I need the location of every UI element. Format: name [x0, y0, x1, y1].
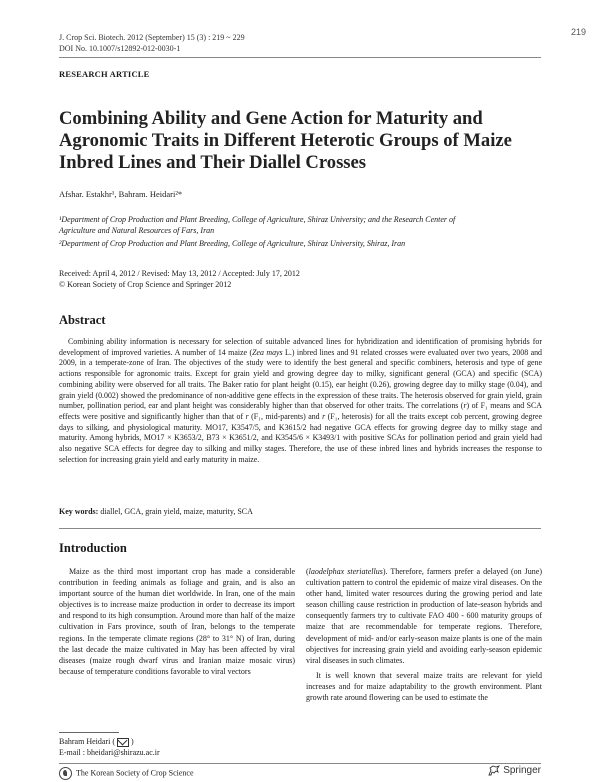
society-logo-icon: [59, 767, 72, 780]
vector-species: laodelphax steriatellus: [308, 567, 383, 576]
abstract-body: [59, 337, 542, 465]
abstract-r-symbol: r: [245, 411, 249, 421]
received-dates: Received: April 4, 2012 / Revised: May 13, 2012 / Accepted: July 17, 2012: [59, 269, 300, 278]
page-number: 219: [570, 27, 586, 37]
introduction-left-column: Maize as the third most important crop has made a considerable contribution in feeding animals as foliage and grain, and is also an important source of the human diet worldwide. In Iran, one of the main objectives is to increase maize production in order to decrease its import and respond to its high consumption. Around more than half of the maize cultivation in Fars province, south of Iran, belongs to the temperate regions. In the temperate climate regions (28° to 31° N) of Iran, during the last decade the maize cultivated in May has been affected by viral diseases (maize rough dwarf virus and Iranian maize mosaic virus) because of temperature conditions favorable to viral vectors: [59, 567, 295, 676]
abstract-text-c: ) of F₁ means and SCA effects were positive and significantly higher than that of: [59, 401, 542, 421]
abstract-heading: Abstract: [59, 313, 106, 327]
affiliation-1-line-1: ¹Department of Crop Production and Plant Breeding, College of Agriculture, Shiraz University; and the Research Center of: [59, 215, 456, 224]
society-name: The Korean Society of Crop Science: [76, 768, 194, 778]
corresponding-author: Bahram Heidari ( ) E-mail : bheidari@shirazu.ac.ir: [59, 737, 160, 757]
abstract-text-d: (F₁, mid-parents) and: [248, 411, 323, 421]
intro-paragraph-2: It is well known that several maize traits are relevant for yield increases and for maize adaptability to the growth environment. Plant growth rate around flowering can be used to estimate the: [306, 670, 542, 703]
springer-horse-icon: [488, 765, 500, 776]
section-divider: [59, 528, 541, 529]
intro-text: ). Therefore, farmers prefer a delayed (on June) cultivation pattern to control the epidemic of maize viral diseases. On the other hand, limited water resources during the growing period and late season chilling cause restriction in production of late-season hybrids and consequently farmers try to cultivate FAO 400 - 600 maturity groups of maize that are recommendable for temperate regions. Therefore, development of mid- and/or early-season maize plants is one of the main objectives for increasing grain yield and avoiding early-season epidemic viral diseases in such climates.: [306, 567, 542, 665]
journal-line: J. Crop Sci. Biotech. 2012 (September) 15 (3) : 219 ~ 229: [59, 33, 245, 42]
keywords: [59, 507, 253, 516]
publisher-name: Springer: [503, 765, 541, 777]
journal-citation: [59, 32, 245, 54]
affiliation-1-line-2: Agriculture and Natural Resources of Fars, Iran: [59, 225, 215, 235]
abstract-species: Zea mays: [252, 347, 283, 357]
paper-title: [59, 108, 549, 174]
introduction-right-column: [306, 566, 542, 703]
abstract-text-e: (F₁, heterosis) for all the traits except cob percent, growing degree days to silking, and physiological maturity. MO17, K3547/5, and K3615/2 had negative GCA effects for growing degree day to milky stage and maturity. Among hybrids, MO17 × K3653/2, B73 × K3651/2, and K3545/6 × K3493/1 with positive SCAs for pollination period and grain yield had also negative SCA effects for degree day to silking and milky stages. Therefore, the use of these inbred lines and hybrids increases the response to selection for increasing grain yield and early maturity in maize.: [59, 411, 542, 464]
affiliation-2: ²Department of Crop Production and Plant Breeding, College of Agriculture, Shiraz University, Shiraz, Iran: [59, 239, 406, 248]
copyright-line: © Korean Society of Crop Science and Springer 2012: [59, 280, 232, 289]
society-footer: [59, 767, 194, 780]
intro-paragraph-1: [306, 566, 542, 666]
footer-divider: [59, 763, 541, 764]
article-type: RESEARCH ARTICLE: [59, 69, 150, 79]
abstract-text-a: Combining ability information is necessary for selection of suitable advanced lines for hybridization and identification of promising hybrids for development of improved varieties. A number of 14 maize (: [59, 337, 542, 357]
keywords-list: diallel, GCA, grain yield, maize, maturity, SCA: [98, 507, 253, 516]
intro-text: (: [306, 567, 309, 576]
envelope-icon: [117, 738, 129, 747]
doi-line: DOI No. 10.1007/s12892-012-0030-1: [59, 44, 181, 53]
title-line-2: Agronomic Traits in Different Heterotic Groups of Maize: [59, 130, 512, 151]
corresponding-author-name: Bahram Heidari: [59, 737, 111, 746]
title-line-1: Combining Ability and Gene Action for Maturity and: [59, 108, 483, 129]
corresponding-email: E-mail : bheidari@shirazu.ac.ir: [59, 748, 160, 757]
abstract-r-symbol: r: [322, 411, 326, 421]
affiliation-1: [59, 215, 529, 236]
title-line-3: Inbred Lines and Their Diallel Crosses: [59, 152, 367, 173]
article-history: [59, 268, 300, 290]
author-list: Afshar. Estakhr¹, Bahram. Heidari²*: [59, 189, 183, 199]
footnote-divider: [59, 732, 119, 733]
abstract-r-symbol: r: [463, 401, 467, 411]
header-divider: [59, 57, 541, 58]
abstract-text-b: L.) inbred lines and 91 related crosses were evaluated over two years, 2008 and 2009, in a temperate-zone of Iran. The objectives of the study were to identify the best general and specific combiners, heterosis and type of gene actions responsible for agronomic traits. Except for grain yield and growing degree day to milky, significant general (GCA) and specific (SCA) combining ability were observed for all traits. The Baker ratio for plant height (0.15), ear height (0.26), growing degree day to milky stage (0.04), and grain yield (0.002) showed the predominance of non-additive gene effects in the expression of these traits. The heterosis observed for grain yield, grain number, pollination period, ear and plant height was considerably higher than that observed for other traits. The correlations (: [59, 347, 542, 411]
keywords-label: Key words:: [59, 507, 99, 516]
introduction-heading: Introduction: [59, 541, 127, 555]
publisher-logo: [488, 765, 541, 776]
